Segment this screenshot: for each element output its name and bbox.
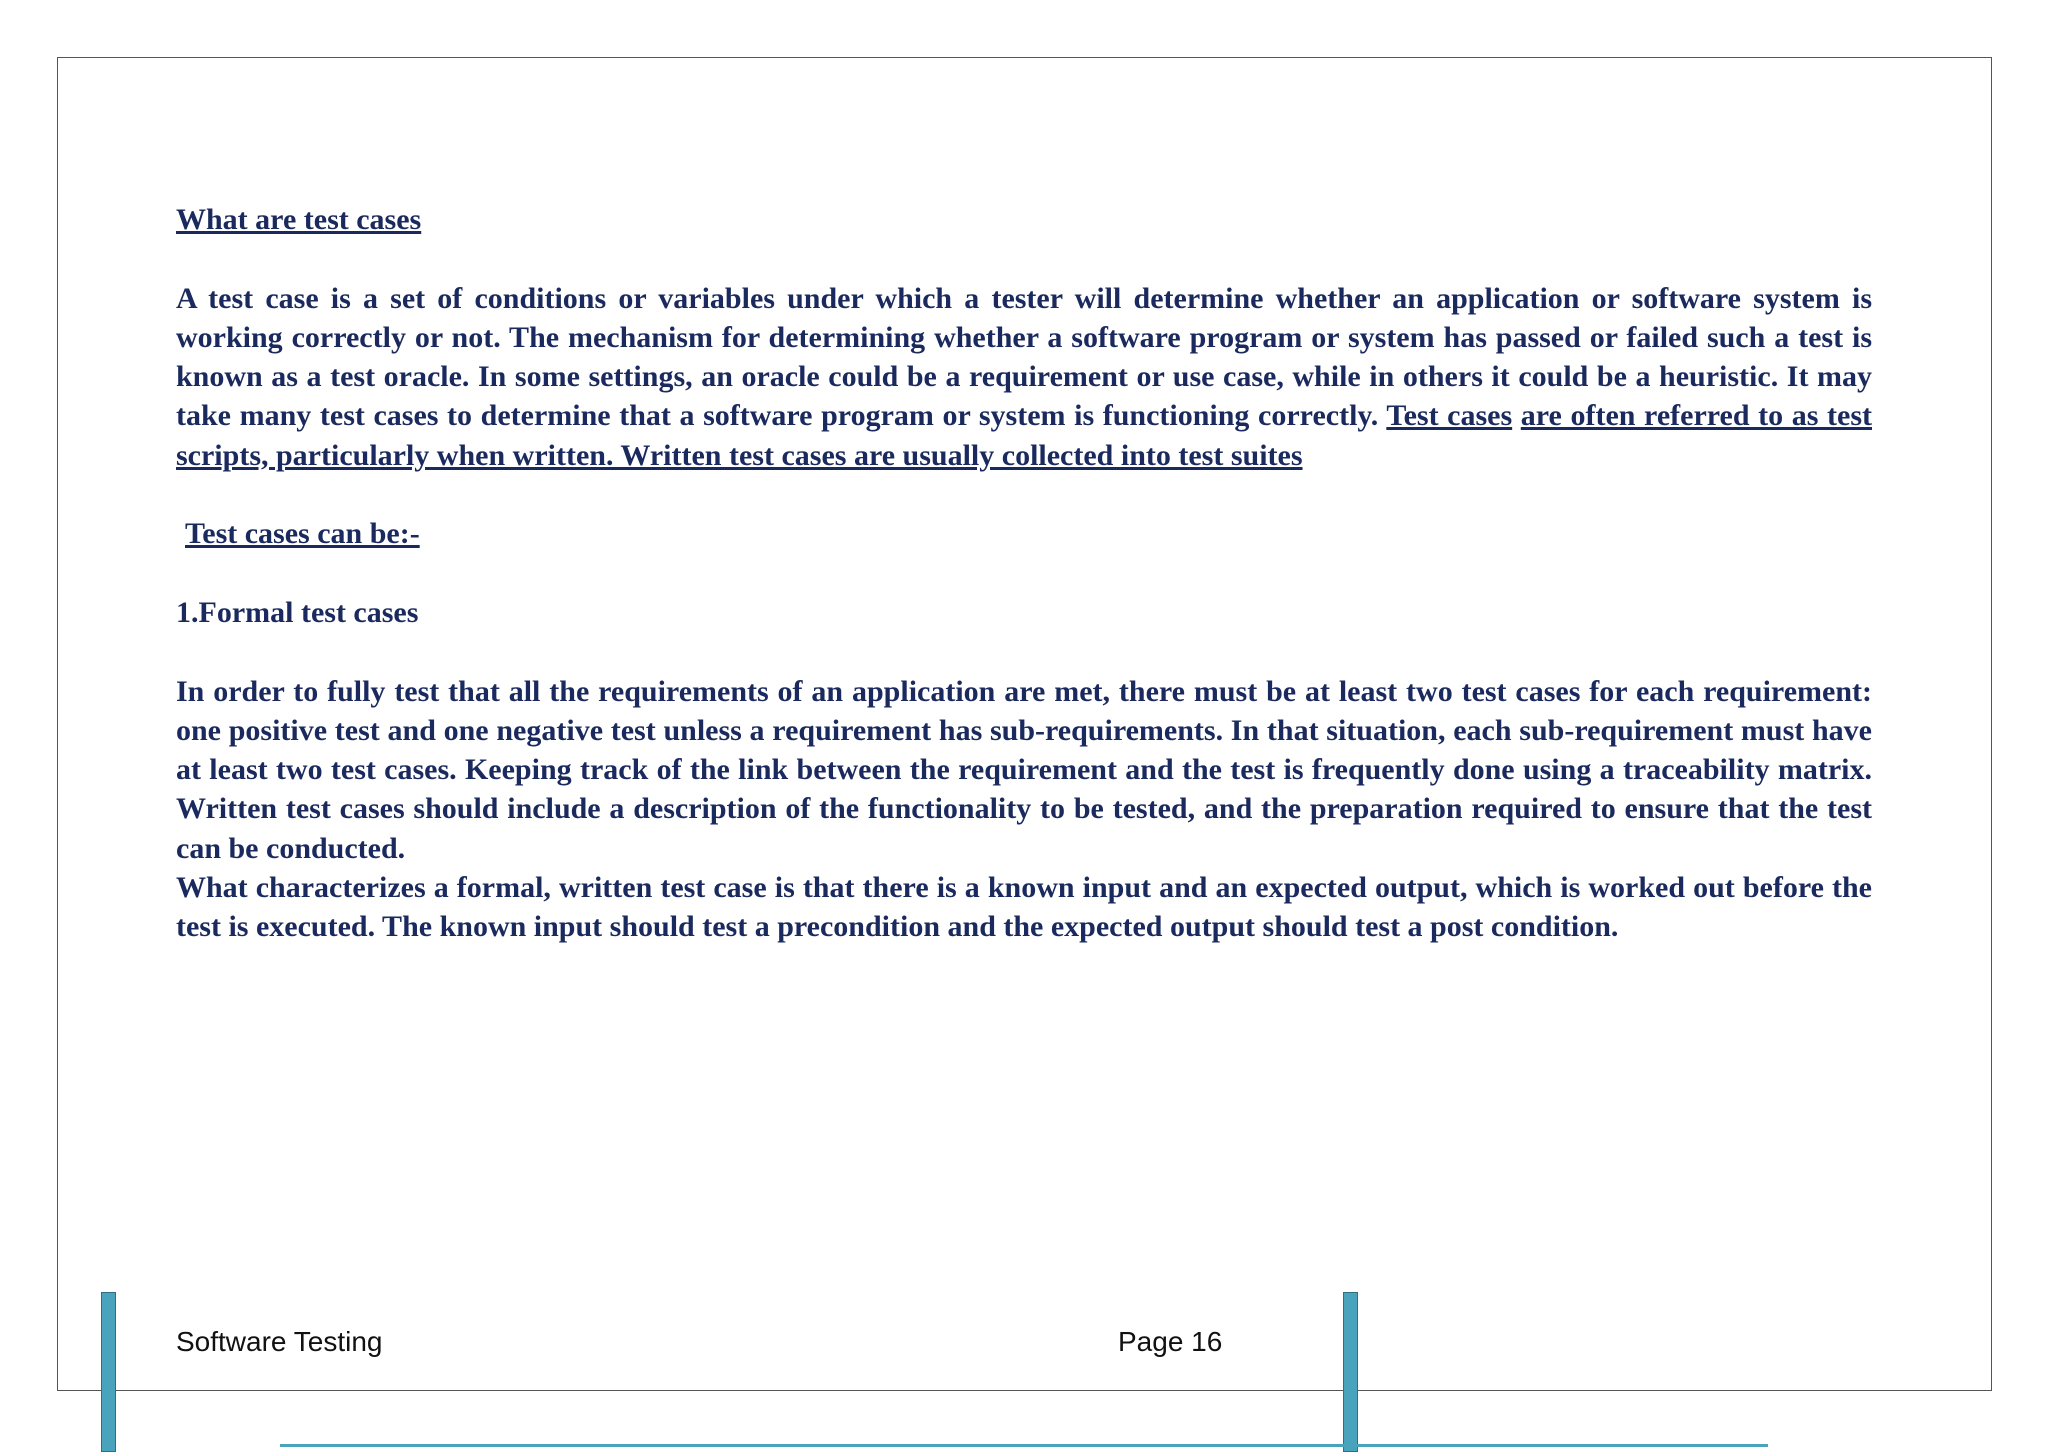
subheading-paragraph: [176, 514, 1872, 553]
section-paragraph-1: In order to fully test that all the requirements of an application are met, there must be at least two test cases for each requirement: one positive test and one negative test unless a requirement has sub-requirements. In that situation, each sub-requirement must have at least two test cases. Keeping track of the link between the requirement and the test is frequently done using a traceability matrix. Written test cases should include a description of the functionality to be tested, and the preparation required to ensure that the test can be conducted.: [176, 674, 1872, 865]
footer-decor-bar-right: [1343, 1292, 1358, 1452]
footer-title: Software Testing: [176, 1326, 383, 1357]
spacer: [176, 632, 1872, 671]
spacer: [176, 554, 1872, 593]
subheading: Test cases can be:-: [185, 517, 420, 551]
intro-underlined-text: are often referred to as test scripts, particularly when written. Written test cases are usually collected into test suites: [176, 399, 1872, 472]
intro-lead-text: A test case is a set of conditions or variables under which a tester will determine whether an application or software system is working correctly or not. The mechanism for determining whether a software program or system has passed or failed such a test is known as a test oracle. In some settings, an oracle could be a requirement or use case, while in others it could be a heuristic. It may take many test cases to determine that a software program or system is functioning correctly.: [176, 281, 1872, 433]
section-paragraph-2: What characterizes a formal, written test case is that there is a known input and an expected output, which is worked out before the test is executed. The known input should test a precondition and the expected output should test a post condition.: [176, 871, 1872, 944]
footer-decor-bar-left: [101, 1292, 116, 1452]
spacer: [176, 475, 1872, 514]
document-body: [176, 200, 1872, 947]
spacer: [176, 239, 1872, 278]
test-cases-link[interactable]: Test cases: [1386, 399, 1513, 433]
intro-paragraph: [176, 279, 1872, 475]
section-title: 1.Formal test cases: [176, 595, 419, 629]
page-heading: What are test cases: [176, 203, 422, 236]
footer-page-number: Page 16: [1118, 1326, 1223, 1357]
